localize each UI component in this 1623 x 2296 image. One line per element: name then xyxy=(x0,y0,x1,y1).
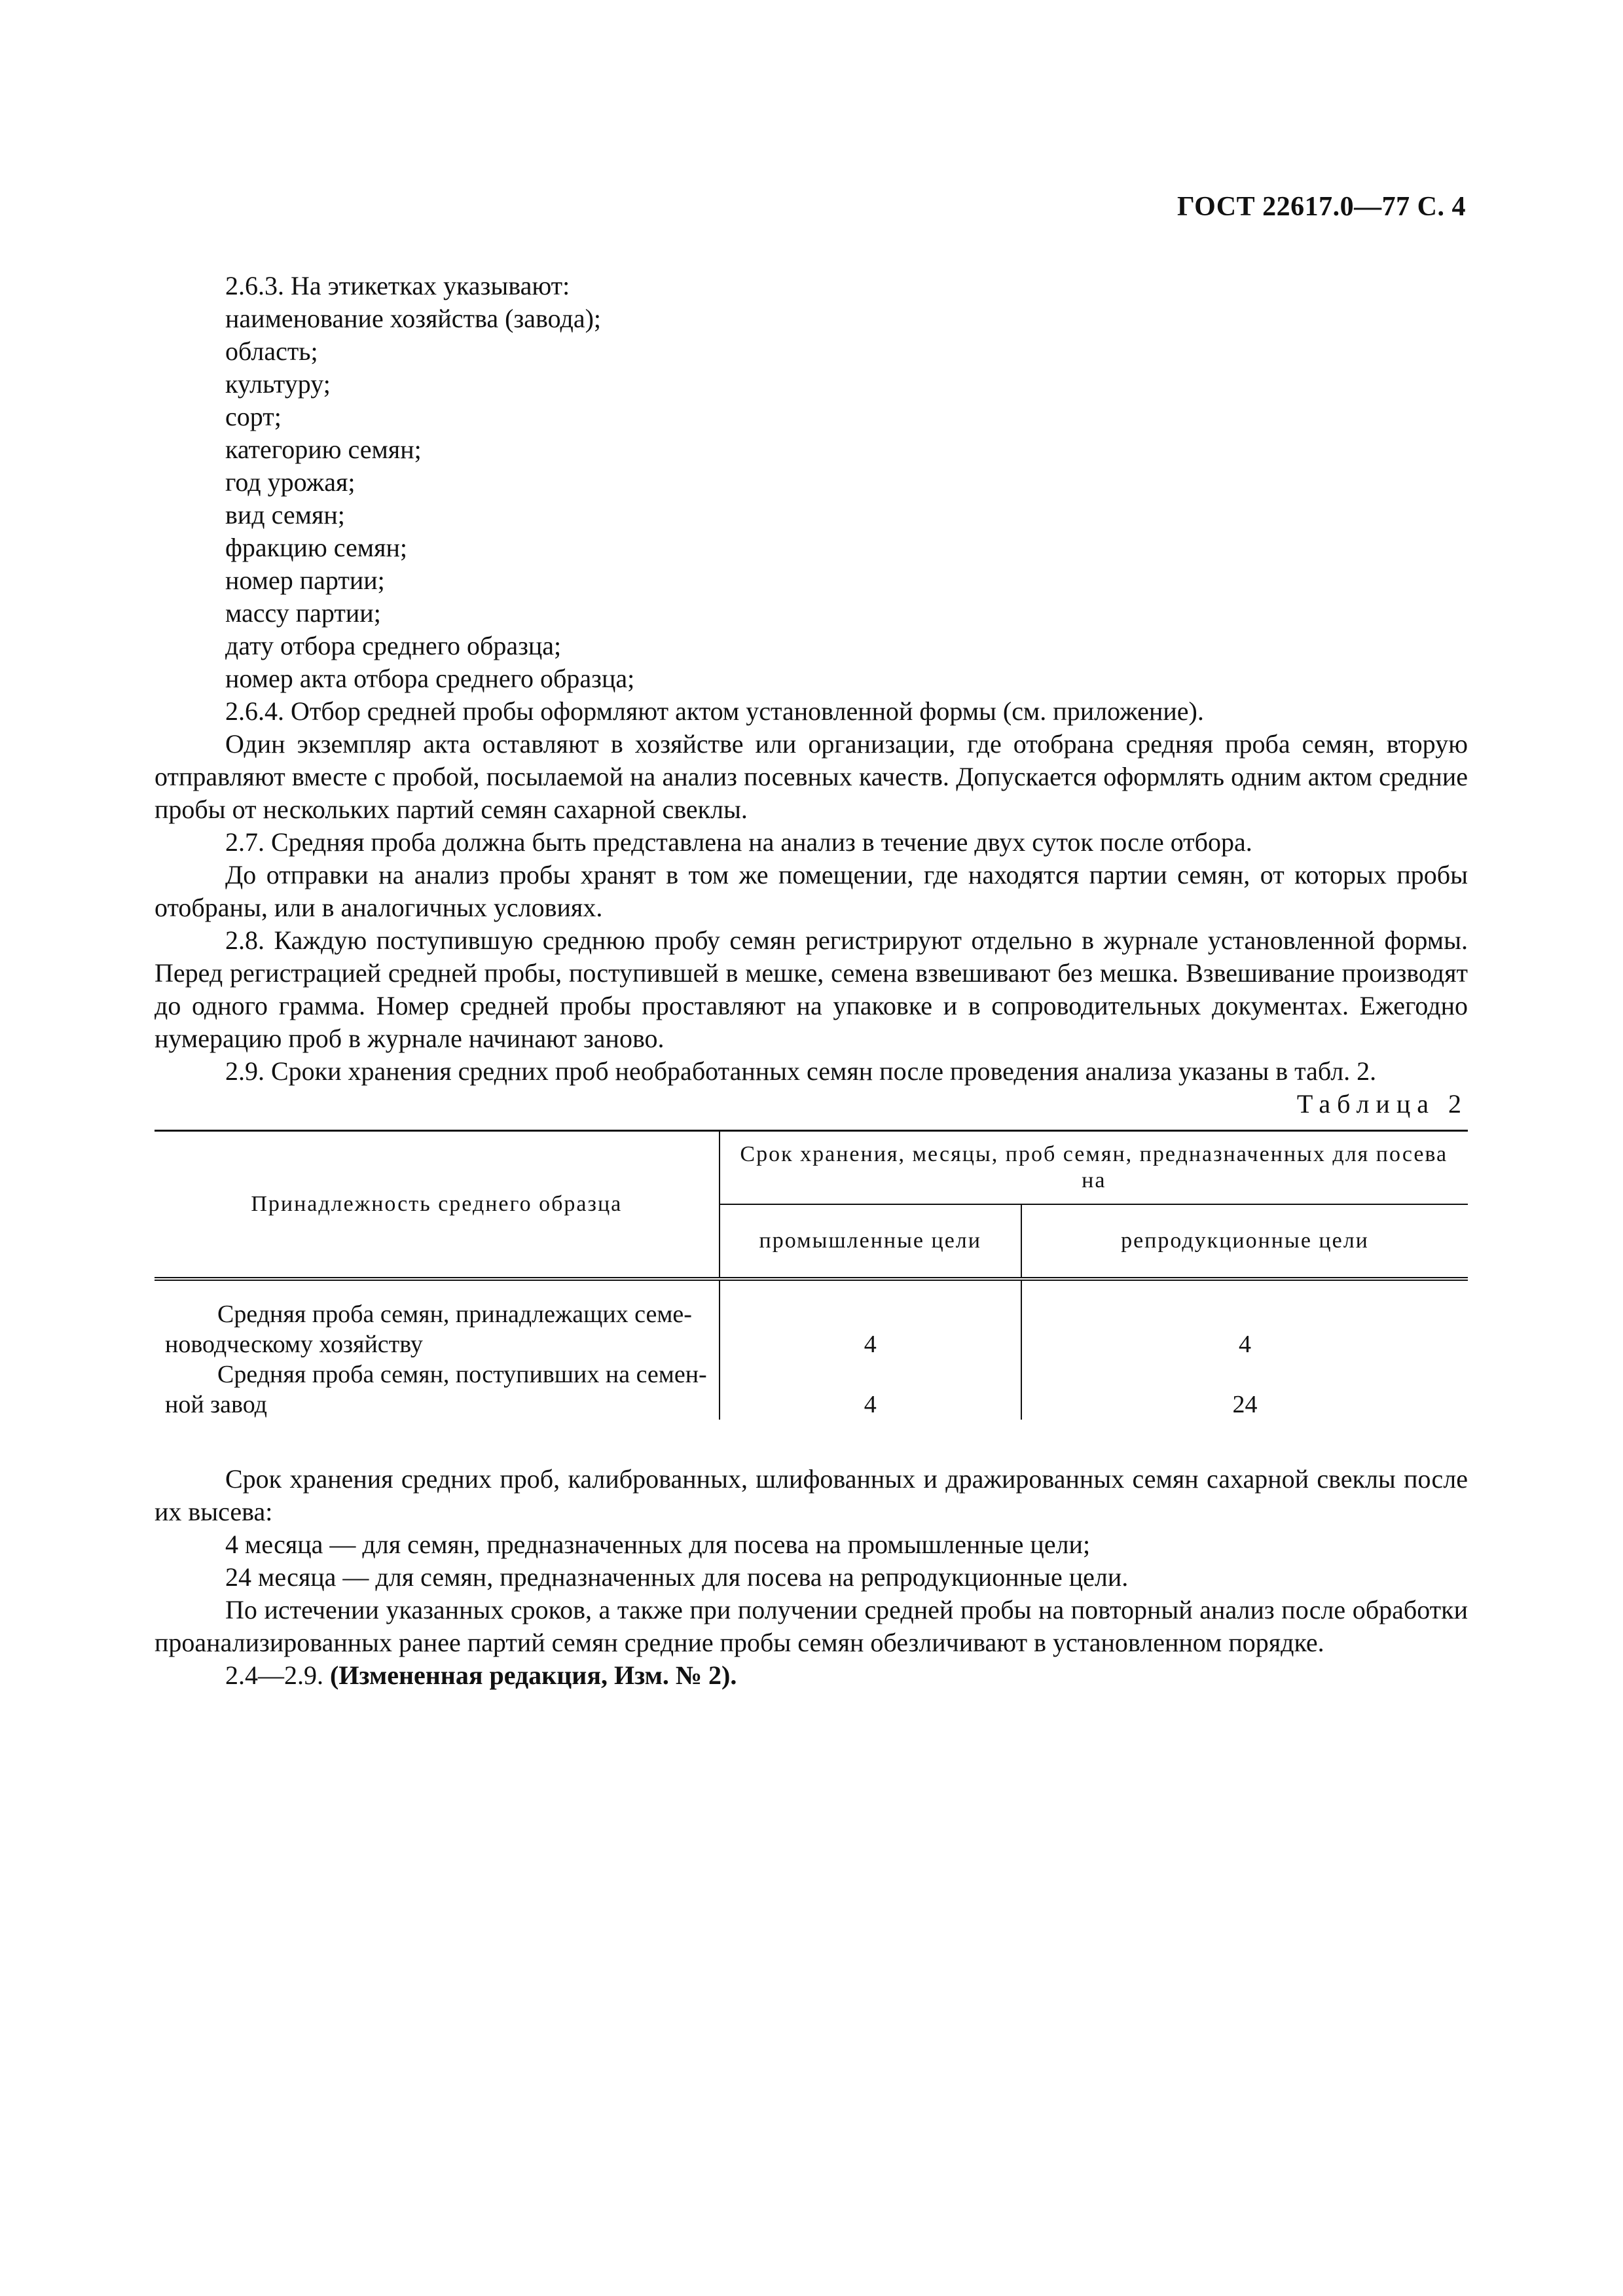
storage-terms-table xyxy=(155,1130,1468,1420)
section-2-9-paragraph: 2.9. Сроки хранения средних проб необработанных семян после проведения анализа указаны в табл. 2. xyxy=(225,1056,1377,1086)
row-owner-line: Средняя проба семян, поступивших на семен- xyxy=(217,1361,707,1388)
column-header-owner: Принадлежность среднего образца xyxy=(155,1131,720,1280)
list-item: культуру; xyxy=(225,369,331,399)
list-item: категорию семян; xyxy=(225,435,422,464)
page-header: ГОСТ 22617.0—77 С. 4 xyxy=(1176,192,1466,222)
list-item: сорт; xyxy=(225,402,282,431)
revision-note-range: 2.4—2.9. xyxy=(225,1660,330,1690)
list-item: фракцию семян; xyxy=(225,533,408,562)
sown-seeds-storage-paragraph: Срок хранения средних проб, калиброванных, шлифованных и дражированных семян сахарной свеклы после их высева: xyxy=(155,1464,1468,1526)
list-item: год урожая; xyxy=(225,467,356,497)
row-owner-cell xyxy=(155,1279,720,1359)
list-item: массу партии; xyxy=(225,598,381,628)
row-owner-cell xyxy=(155,1359,720,1420)
row-industrial-value: 4 xyxy=(720,1279,1021,1359)
reproductive-term-line: 24 месяца — для семян, предназначенных для посева на репродукционные цели. xyxy=(225,1562,1129,1592)
column-header-group: Срок хранения, месяцы, проб семян, предназначенных для посева на xyxy=(720,1131,1468,1205)
row-industrial-value: 4 xyxy=(720,1359,1021,1420)
label-fields-list xyxy=(155,302,1468,695)
list-item: наименование хозяйства (завода); xyxy=(225,304,602,333)
post-table-section xyxy=(155,1463,1468,1692)
list-item: номер акта отбора среднего образца; xyxy=(225,664,635,693)
list-item: дату отбора среднего образца; xyxy=(225,631,562,660)
row-owner-line: новодческому хозяйству xyxy=(165,1331,423,1358)
row-reproductive-value: 4 xyxy=(1238,1331,1251,1358)
column-header-reproductive: репродукционные цели xyxy=(1021,1204,1468,1279)
table-row xyxy=(155,1359,1468,1420)
list-item: номер партии; xyxy=(225,565,385,595)
section-2-6-3-intro: 2.6.3. На этикетках указывают: xyxy=(225,271,570,300)
section-2-8-paragraph: 2.8. Каждую поступившую среднюю пробу семян регистрируют отдельно в журнале установленной формы. Перед регистрацией средней пробы, поступившей в мешке, семена взвешивают без мешка. Взвешивание производят до одного грамма. Номер средней пробы проставляют на упаковке и в сопроводительных документах. Ежегодно нумерацию проб в журнале начинают заново. xyxy=(155,925,1468,1053)
section-2-6-4-copies-paragraph: Один экземпляр акта оставляют в хозяйстве или организации, где отобрана средняя проба семян, вторую отправляют вместе с пробой, посылаемой на анализ посевных качеств. Допускается оформлять одним актом средние пробы от нескольких партий семян сахарной свеклы. xyxy=(155,729,1468,824)
column-header-industrial: промышленные цели xyxy=(720,1204,1021,1279)
row-reproductive-value: 24 xyxy=(1232,1391,1258,1418)
row-owner-line: Средняя проба семян, принадлежащих семе- xyxy=(217,1300,692,1328)
section-2-7-storage-paragraph: До отправки на анализ пробы хранят в том же помещении, где находятся партии семян, от которых пробы отобраны, или в аналогичных условиях. xyxy=(155,860,1468,922)
list-item: область; xyxy=(225,336,318,366)
revision-note-text: (Измененная редакция, Изм. № 2). xyxy=(330,1660,737,1690)
revision-note xyxy=(155,1659,1468,1692)
table-caption: Таблица 2 xyxy=(1296,1089,1468,1119)
row-owner-line: ной завод xyxy=(165,1391,267,1418)
section-2-6-4-paragraph: 2.6.4. Отбор средней пробы оформляют актом установленной формы (см. приложение). xyxy=(225,696,1204,726)
list-item: вид семян; xyxy=(225,500,345,529)
industrial-term-line: 4 месяца — для семян, предназначенных для посева на промышленные цели; xyxy=(225,1530,1091,1559)
depersonalization-paragraph: По истечении указанных сроков, а также при получении средней пробы на повторный анализ после обработки проанализированных ранее партий семян средние пробы семян обезличивают в установленном порядке. xyxy=(155,1595,1468,1657)
section-2-7-paragraph: 2.7. Средняя проба должна быть представлена на анализ в течение двух суток после отбора. xyxy=(225,827,1252,857)
table-row xyxy=(155,1279,1468,1359)
document-body xyxy=(155,270,1468,1692)
